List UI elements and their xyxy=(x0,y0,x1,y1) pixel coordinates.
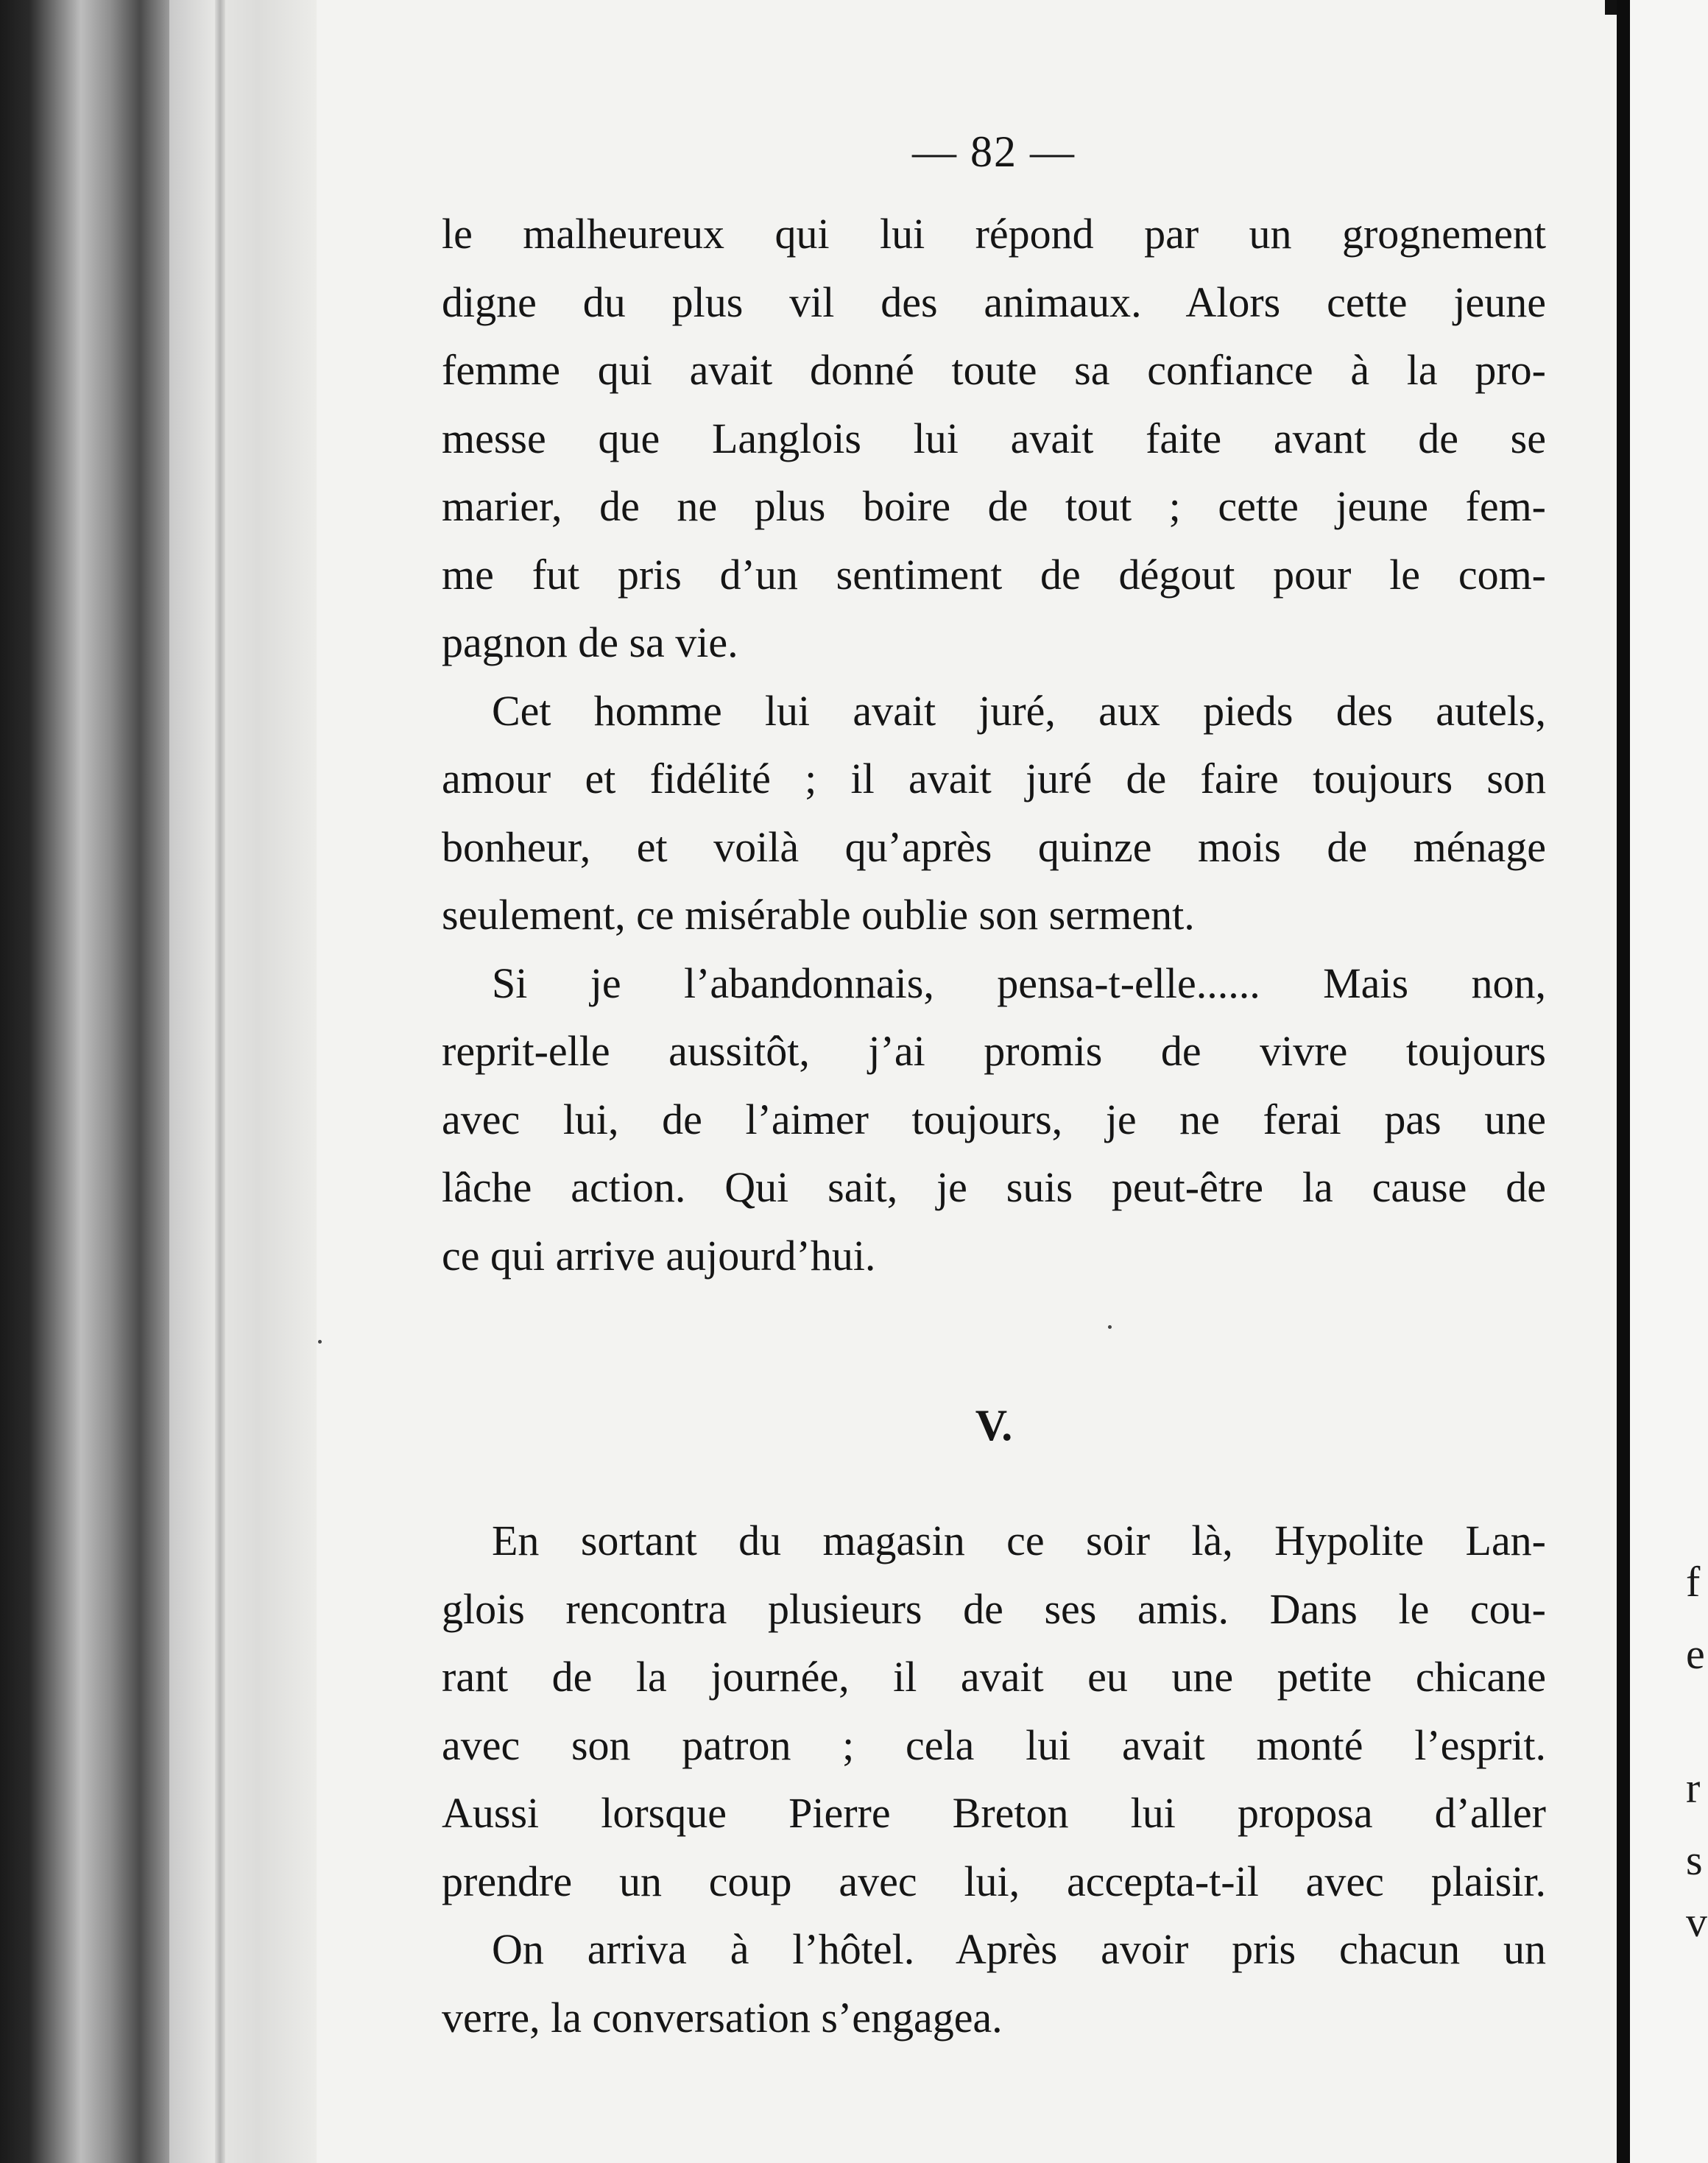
text-line: prendre un coup avec lui, accepta-t-il avec plaisir. xyxy=(442,1857,1546,1905)
text-line: On arriva à l’hôtel. Après avoir pris chacun un xyxy=(492,1925,1546,1973)
text-line: avec son patron ; cela lui avait monté l’esprit. xyxy=(442,1721,1546,1769)
adjacent-page-letter: v xyxy=(1686,1898,1707,1946)
paragraph xyxy=(442,677,1546,950)
ink-speck xyxy=(318,1340,322,1344)
text-line: glois rencontra plusieurs de ses amis. Dans le cou- xyxy=(442,1584,1546,1633)
text-line: marier, de ne plus boire de tout ; cette jeune fem- xyxy=(442,482,1546,530)
text-line: Cet homme lui avait juré, aux pieds des autels, xyxy=(492,686,1546,735)
paragraph xyxy=(442,1916,1546,2052)
adjacent-page-letter: e xyxy=(1686,1630,1705,1678)
section-heading: V. xyxy=(975,1401,1013,1450)
book-spine-shadow xyxy=(0,0,169,2163)
text-line: digne du plus vil des animaux. Alors cette jeune xyxy=(442,278,1546,326)
paragraph xyxy=(442,950,1546,1291)
book-page xyxy=(442,125,1546,2052)
text-line: En sortant du magasin ce soir là, Hypolite Lan- xyxy=(492,1517,1546,1564)
text-line: messe que Langlois lui avait faite avant de se xyxy=(442,414,1546,462)
adjacent-page-letter: s xyxy=(1686,1836,1703,1884)
right-page-gutter xyxy=(1617,0,1630,2163)
adjacent-page-letter: f xyxy=(1686,1558,1701,1606)
ink-speck xyxy=(1108,1325,1112,1329)
paragraph xyxy=(442,1507,1546,1916)
text-line: rant de la journée, il avait eu une petite chicane xyxy=(442,1653,1546,1701)
page-gutter xyxy=(169,0,317,2163)
text-line: verre, la conversation s’engagea. xyxy=(442,1993,1003,2042)
text-line: Si je l’abandonnais, pensa-t-elle...... Mais non, xyxy=(492,959,1546,1007)
text-line: le malheureux qui lui répond par un grognement xyxy=(442,210,1546,258)
text-line: seulement, ce misérable oublie son serment. xyxy=(442,891,1195,939)
text-line: amour et fidélité ; il avait juré de faire toujours son xyxy=(442,755,1546,802)
text-line: bonheur, et voilà qu’après quinze mois de ménage xyxy=(442,822,1546,871)
text-line: ce qui arrive aujourd’hui. xyxy=(442,1231,876,1280)
text-line: Aussi lorsque Pierre Breton lui proposa d’aller xyxy=(442,1789,1546,1837)
text-line: reprit-elle aussitôt, j’ai promis de vivre toujours xyxy=(442,1027,1546,1075)
paragraph xyxy=(442,200,1546,677)
text-line: pagnon de sa vie. xyxy=(442,618,738,666)
text-line: lâche action. Qui sait, je suis peut-être la cause de xyxy=(442,1163,1546,1211)
gutter-fold-line xyxy=(215,0,225,2163)
text-line: femme qui avait donné toute sa confiance à la pro- xyxy=(442,346,1546,394)
page-number: — 82 — xyxy=(912,127,1076,176)
text-line: avec lui, de l’aimer toujours, je ne ferai pas une xyxy=(442,1095,1546,1143)
text-line: me fut pris d’un sentiment de dégout pour le com- xyxy=(442,550,1546,599)
adjacent-page-letter: r xyxy=(1686,1764,1701,1812)
